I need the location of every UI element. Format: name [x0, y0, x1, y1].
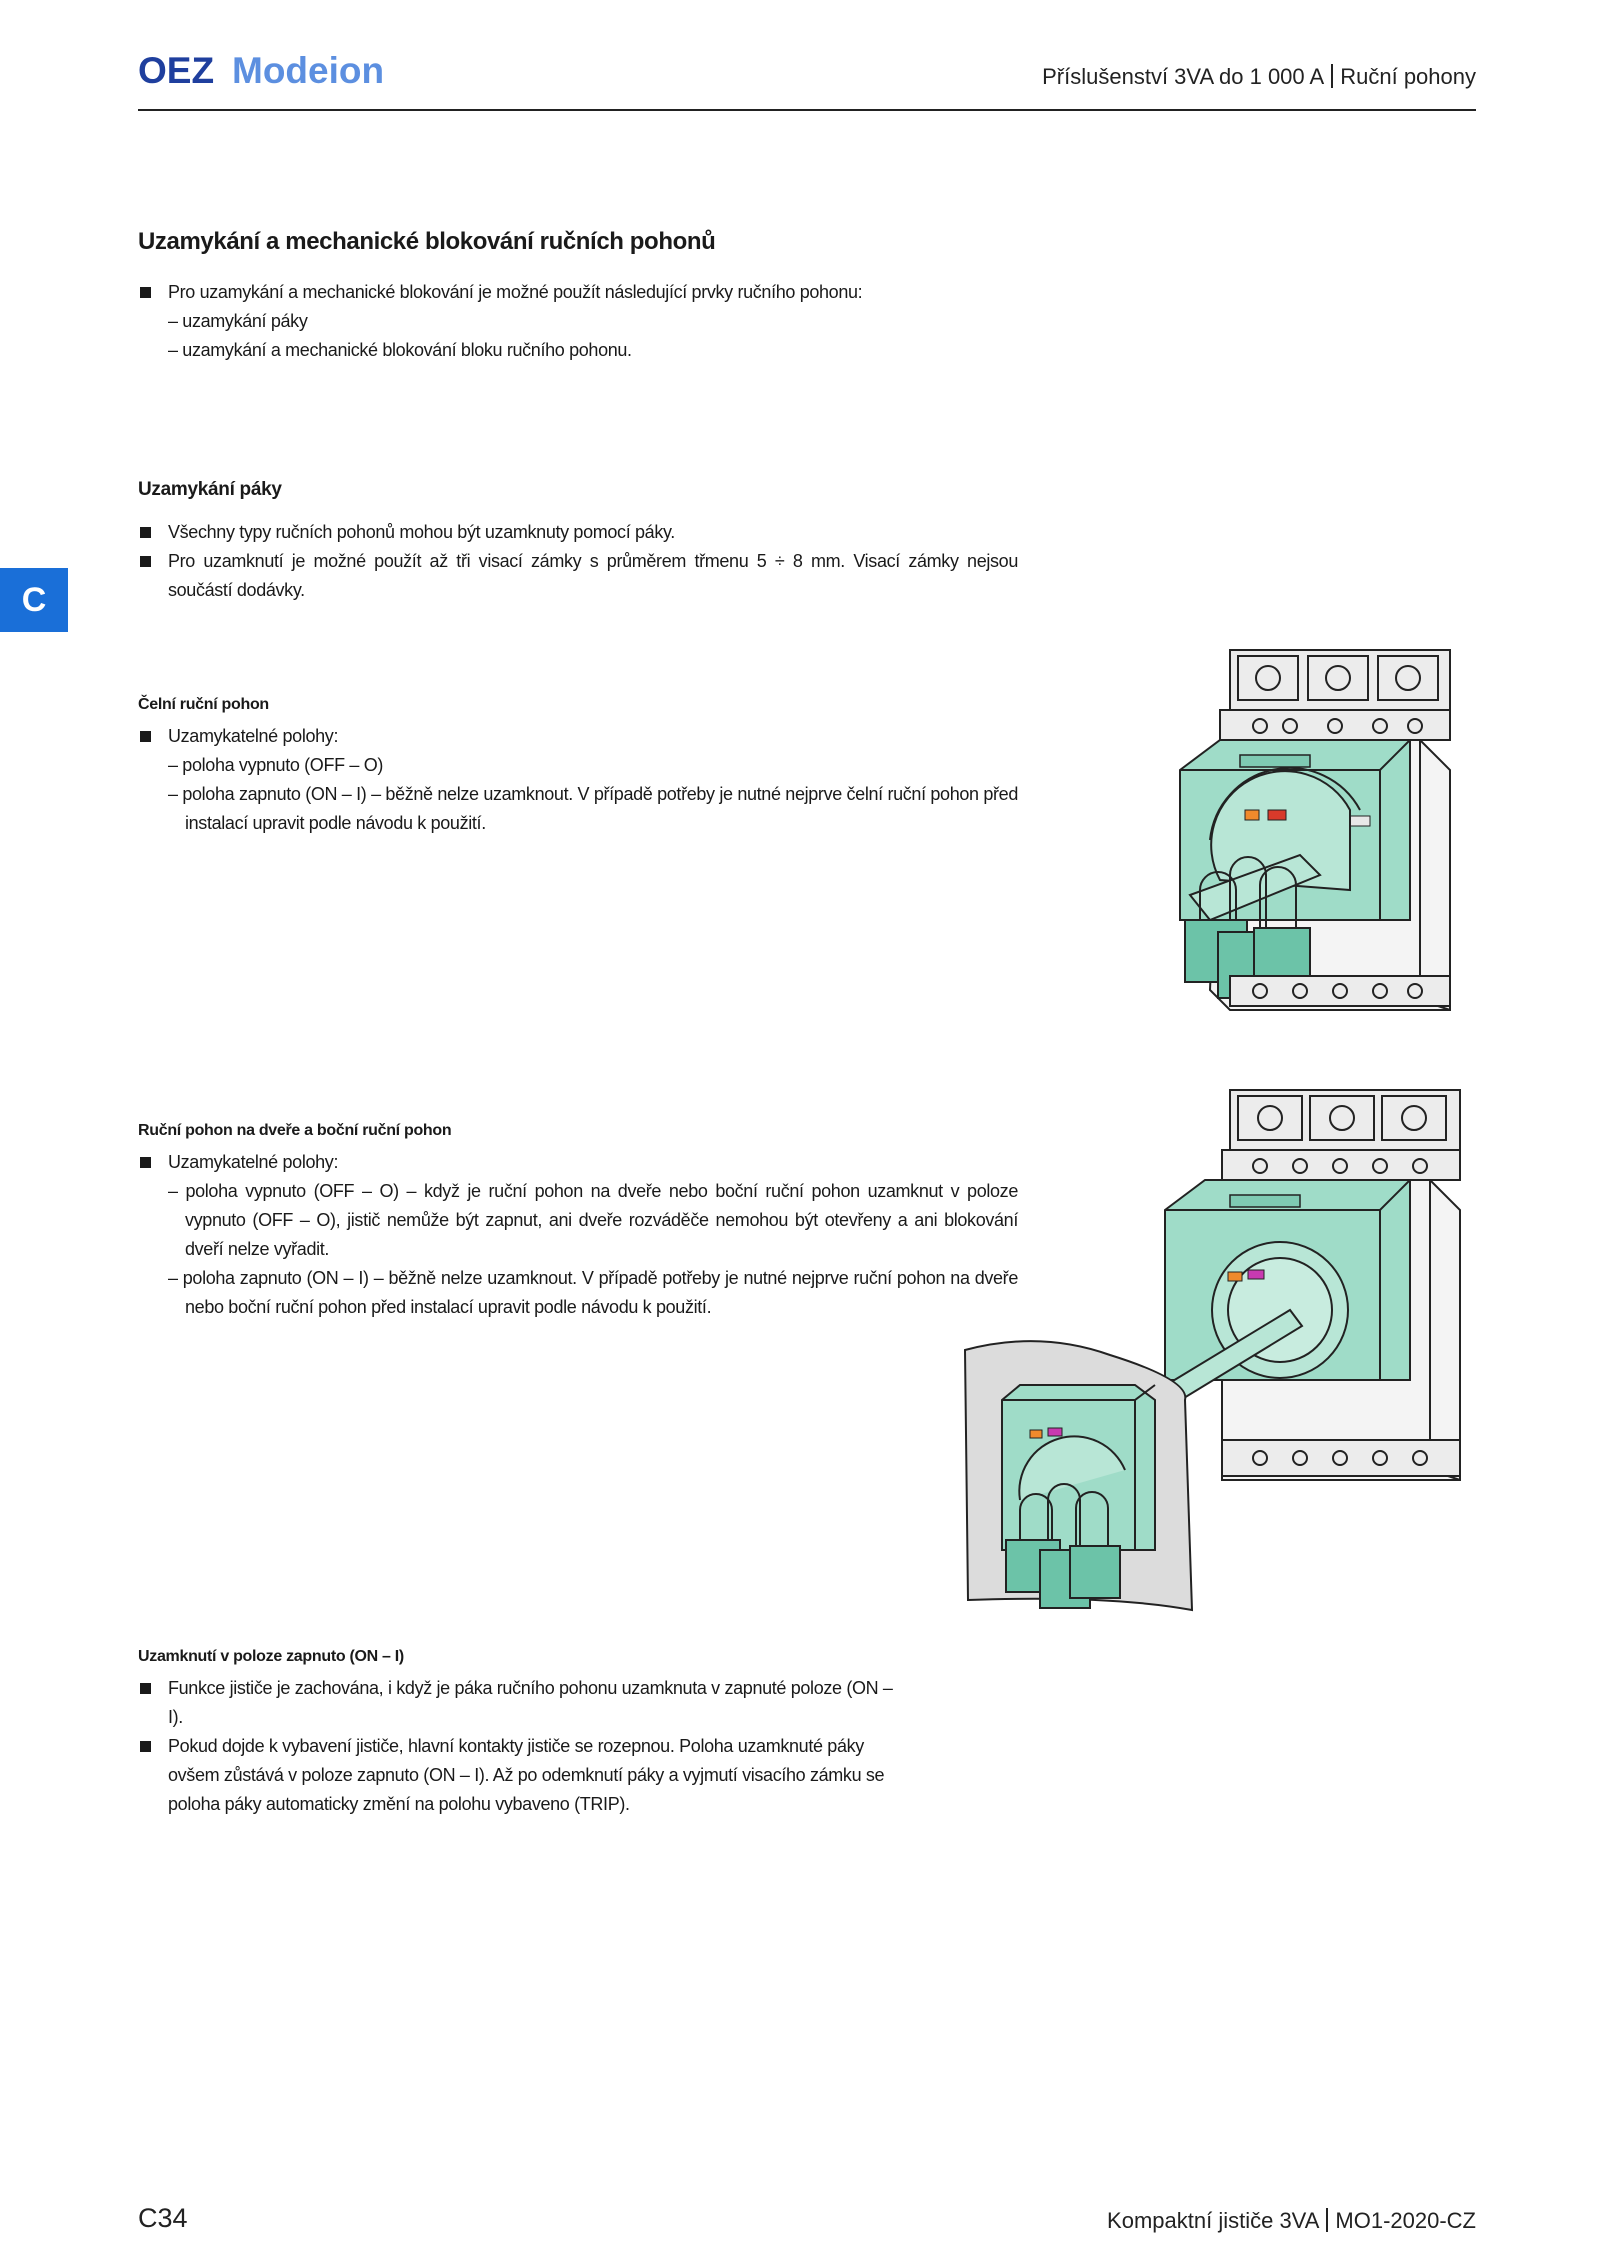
- header-rule: [138, 109, 1476, 111]
- list-subitem: – uzamykání páky: [168, 311, 308, 331]
- brand-oez: OEZ: [138, 50, 215, 91]
- section-heading-lever: Uzamykání páky: [138, 479, 282, 500]
- list-item: Všechny typy ručních pohonů mohou být uzamknuty pomocí páky.: [138, 518, 1018, 547]
- footer-doc-code: MO1-2020-CZ: [1335, 2208, 1476, 2233]
- section-heading-locking: Uzamykání a mechanické blokování ručních pohonů: [138, 228, 716, 255]
- list-subitem: – uzamykání a mechanické blokování bloku ručního pohonu.: [168, 340, 632, 360]
- list-item: Pokud dojde k vybavení jističe, hlavní kontakty jističe se rozepnou. Poloha uzamknuté páky ovšem zůstává v poloze zapnuto (ON – I). Až po odemknutí páky a vyjmutí visacího zámku se poloha páky automaticky změní na polohu vybaveno (TRIP).: [138, 1732, 908, 1819]
- list-item: Uzamykatelné polohy:: [138, 722, 1018, 751]
- list-item: Uzamykatelné polohy:: [138, 1148, 1018, 1177]
- section2-body: [138, 518, 1018, 605]
- list-subitem: – poloha zapnuto (ON – I) – běžně nelze uzamknout. V případě potřeby je nutné nejprve čelní ruční pohon před instalací upravit podle návodu k použití.: [168, 784, 1018, 833]
- door-operator-illustration: [960, 1080, 1470, 1620]
- section3-body: [138, 722, 1018, 838]
- footer-doc: [1107, 2208, 1476, 2234]
- header-title-bold: Příslušenství 3VA do 1 000 A: [1042, 64, 1325, 89]
- section4-body: [138, 1148, 1018, 1322]
- section5-body: [138, 1674, 908, 1819]
- list-subitem: – poloha vypnuto (OFF – O): [168, 755, 384, 775]
- list-item: Funkce jističe je zachována, i když je páka ručního pohonu uzamknuta v zapnuté poloze (ON – I).: [138, 1674, 908, 1732]
- list-subitem: – poloha vypnuto (OFF – O) – když je ruční pohon na dveře nebo boční ruční pohon uzamknut v poloze vypnuto (OFF – O), jistič nemůže být zapnut, ani dveře rozváděče nemohou být otevřeny a ani blokování dveří nelze vyřadit.: [168, 1181, 1018, 1259]
- header-title: [1042, 64, 1476, 90]
- page-number: C34: [138, 2203, 188, 2233]
- section-tab: C: [0, 568, 68, 632]
- list-subitem: – poloha zapnuto (ON – I) – běžně nelze uzamknout. V případě potřeby je nutné nejprve ruční pohon na dveře nebo boční ruční pohon před instalací upravit podle návodu k použití.: [168, 1268, 1018, 1317]
- header-separator: [1331, 64, 1333, 88]
- footer-separator: [1326, 2208, 1328, 2232]
- list-item: Pro uzamykání a mechanické blokování je možné použít následující prvky ručního pohonu:: [138, 278, 1038, 307]
- section-heading-door: Ruční pohon na dveře a boční ruční pohon: [138, 1122, 452, 1139]
- section1-body: [138, 278, 1038, 365]
- section-heading-front: Čelní ruční pohon: [138, 696, 269, 713]
- footer-doc-title: Kompaktní jističe 3VA: [1107, 2208, 1320, 2233]
- section-heading-on-lock: Uzamknutí v poloze zapnuto (ON – I): [138, 1648, 404, 1665]
- list-item: Pro uzamknutí je možné použít až tři visací zámky s průměrem třmenu 5 ÷ 8 mm. Visací zámky nejsou součástí dodávky.: [138, 547, 1018, 605]
- brand-modeion: Modeion: [232, 50, 385, 91]
- header-title-rest: Ruční pohony: [1340, 64, 1476, 89]
- front-rotary-operator-illustration: [1150, 640, 1470, 1040]
